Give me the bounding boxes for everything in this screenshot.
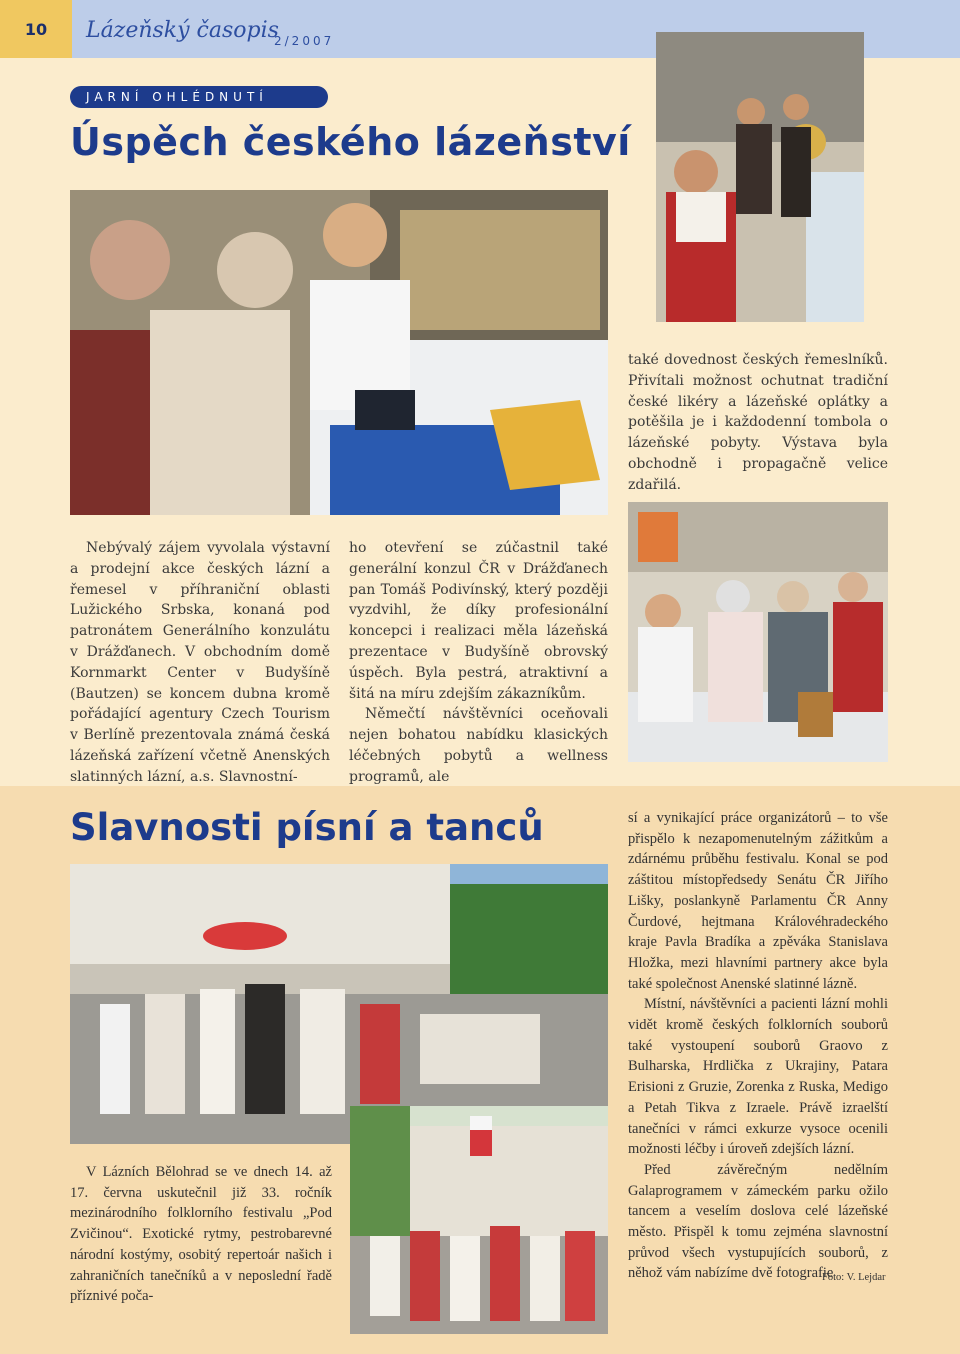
article2-column-2 [628, 808, 888, 1284]
article2-title: Slavnosti písní a tanců [70, 806, 544, 849]
issue-number: 2/2007 [274, 34, 335, 48]
article2-column-1 [70, 1162, 332, 1307]
article2-col2-text-b: Místní, návštěvníci a pacienti lázní mohli vidět kromě českých folklorních souborů také vystoupení souborů Graovo z Bulharska, Hrdlička z Ukrajiny, Patara Erisioni z Gruzie, Zorenka z Ruska, Medigo a Petah Tikva z Izraele. Právě izraelští tanečníci v rámci exkurze vysoce ocenili možnosti léčby i úroveň zdejších lázní. [628, 996, 888, 1158]
magazine-title: Lázeňský časopis [86, 18, 279, 43]
photo-parade-flag [350, 1106, 608, 1334]
article1-col3-text: také dovednost českých řemeslníků. Přivítali možnost ochutnat tradiční české likéry a lázeňské oplátky a potěšila je i každodenní tombola o lázeňské pobyty. Výstava byla obchodně i propagačně velice zdařilá. [628, 352, 888, 493]
photo-visitors [628, 502, 888, 762]
photo-exhibition-stand [70, 190, 608, 515]
article2-col1-text: V Lázních Bělohrad se ve dnech 14. až 17. června uskutečnil již 33. ročník mezinárodního folklorního festivalu „Pod Zvičinou“. Exotické rytmy, pestrobarevné národní kostýmy, osobitý repertoár našich i zahraničních tanečníků a v neposlední řadě příznivé poča- [70, 1164, 332, 1305]
article1-column-3 [628, 350, 888, 496]
article1-col2-text-a: ho otevření se zúčastnil také generální konzul ČR v Drážďanech pan Tomáš Podivínský, který později vyzdvihl, že díky profesionální koncepci i realizaci měla lázeňská prezentace v Budyšíně obrovský úspěch. Byla pestrá, atraktivní a šitá na míru zdejším zákazníkům. [349, 540, 608, 702]
article1-col1-text: Nebývalý zájem vyvolala výstavní a prodejní akce českých lázní a řemesel v příhraniční oblasti Lužického Srbska, konaná pod patronátem Generálního konzulátu v Drážďanech. V obchodním domě Kornmarkt Center v Budyšíně (Bautzen) se koncem dubna kromě pořádající agentury Czech Tourism v Berlíně prezentovala známá česká lázeňská zařízení včetně Anenských slatinných lázní, a.s. Slavnostní- [70, 540, 330, 785]
photo-credit: Foto: V. Lejdar [822, 1272, 886, 1283]
article2-col2-text-c: Před závěrečným nedělním Galaprogramem v zámeckém parku ožilo tancem a veselím doslova celé lázeňské město. Přispěl k tomu zejména slavnostní průvod všech vystupujících souborů, z něhož vám nabízíme dvě fotografie [628, 1161, 888, 1282]
section-label: JARNÍ OHLÉDNUTÍ [70, 86, 328, 108]
article1-column-2 [349, 538, 608, 788]
article1-title: Úspěch českého lázeňství [70, 120, 631, 164]
article1-column-1 [70, 538, 330, 788]
photo-musicians [656, 32, 864, 322]
article1-col2-text-b: Němečtí návštěvníci oceňovali nejen bohatou nabídku klasických léčebných pobytů a wellness programů, ale [349, 706, 608, 785]
page-number: 10 [0, 0, 72, 58]
photo-festival-parade [70, 864, 608, 1144]
article2-col2-text-a: sí a vynikající práce organizátorů – to vše přispělo k nezapomenutelným zážitkům a zdárnému průběhu festivalu. Konal se pod záštitou místopředsedy Senátu ČR Jiřího Lišky, poslankyně Parlamentu ČR Anny Čurdové, hejtmana Královéhradeckého kraje Pavla Bradíka a zpěváka Stanislava Hložka, mezi hlavními partnery akce byla také společnost Anenské slatinné lázně. [628, 810, 888, 992]
